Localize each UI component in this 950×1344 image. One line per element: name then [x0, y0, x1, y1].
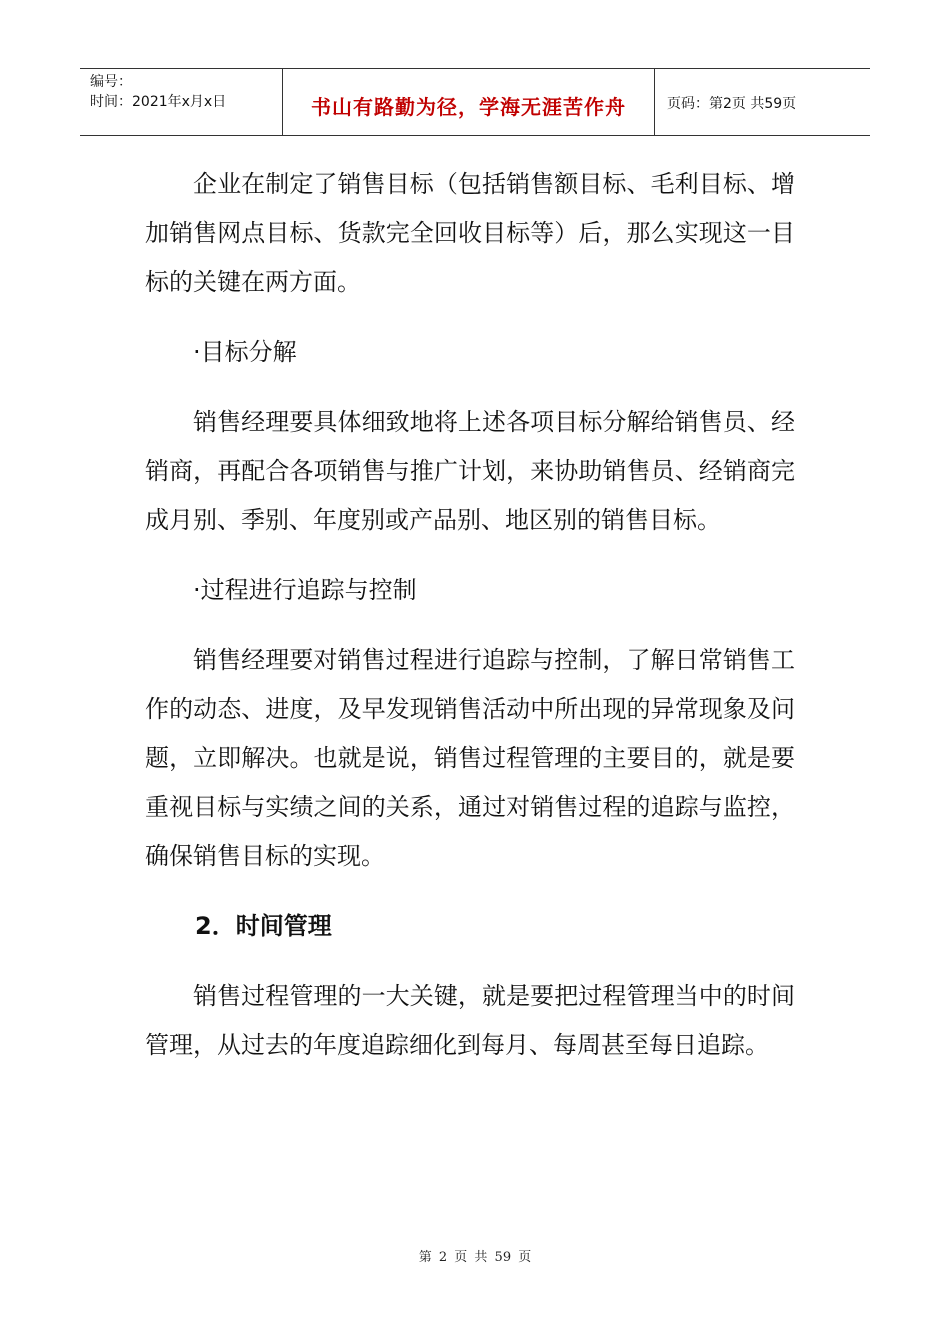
paragraph-time-management: 销售过程管理的一大关键，就是要把过程管理当中的时间管理，从过去的年度追踪细化到每月、每周甚至每日追踪。 — [145, 982, 795, 1059]
document-date-label: 时间：2021年x月x日 — [90, 94, 227, 110]
paragraph-goal-breakdown: 销售经理要具体细致地将上述各项目标分解给销售员、经销商，再配合各项销售与推广计划，来协助销售员、经销商完成月别、季别、年度别或产品别、地区别的销售目标。 — [145, 408, 795, 534]
page-header — [80, 68, 870, 136]
bullet-goal-breakdown: ·目标分解 — [193, 338, 297, 366]
document-body — [145, 160, 795, 1070]
header-page-info: 页码：第2页 共59页 — [667, 96, 797, 112]
header-motto: 书山有路勤为径，学海无涯苦作舟 — [311, 94, 626, 119]
bullet-process-tracking: ·过程进行追踪与控制 — [193, 576, 417, 604]
paragraph-sales-goals: 企业在制定了销售目标（包括销售额目标、毛利目标、增加销售网点目标、货款完全回收目标等）后，那么实现这一目标的关键在两方面。 — [145, 170, 795, 296]
header-motto-cell — [283, 69, 655, 135]
page-footer: 第 2 页 共 59 页 — [418, 1250, 532, 1265]
paragraph-process-tracking: 销售经理要对销售过程进行追踪与控制，了解日常销售工作的动态、进度，及早发现销售活动中所出现的异常现象及问题，立即解决。也就是说，销售过程管理的主要目的，就是要重视目标与实绩之间的关系，通过对销售过程的追踪与监控，确保销售目标的实现。 — [145, 646, 795, 870]
header-meta-cell — [80, 69, 283, 135]
section-heading-time-management: 2．时间管理 — [195, 912, 332, 940]
document-number-label: 编号： — [90, 74, 132, 90]
header-page-cell — [655, 69, 870, 135]
